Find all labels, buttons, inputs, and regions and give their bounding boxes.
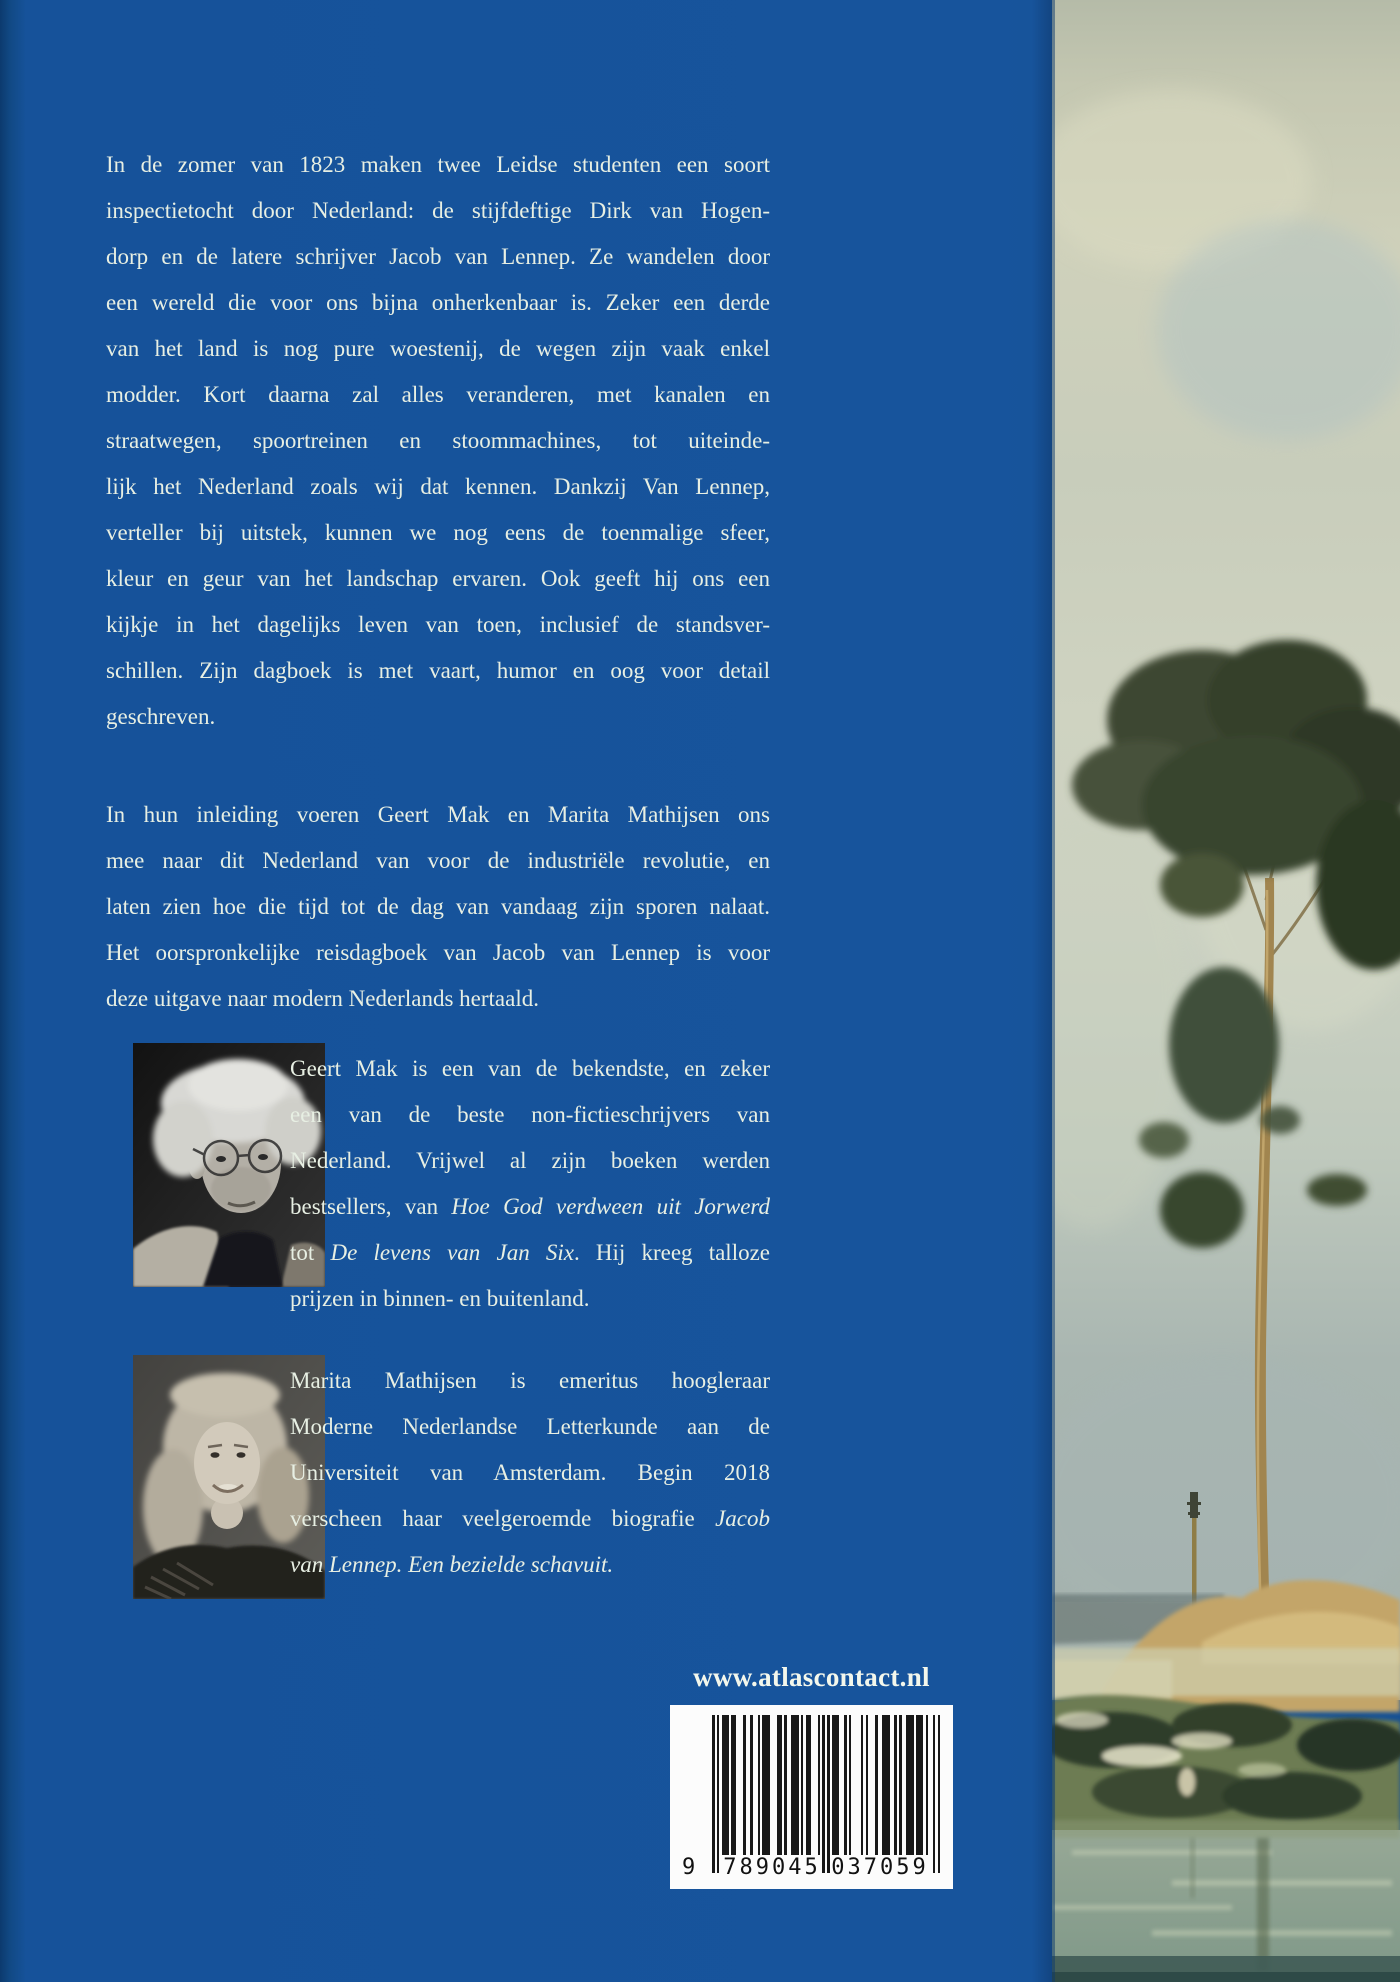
text-segment: van het land is nog pure woestenij, de wegen zijn vaak enkel bbox=[106, 336, 770, 361]
barcode-bar bbox=[779, 1715, 782, 1855]
barcode-bar bbox=[822, 1715, 825, 1873]
text-line bbox=[106, 326, 770, 372]
text-segment: laten zien hoe die tijd tot de dag van vandaag zijn sporen nalaat. bbox=[106, 894, 770, 919]
italic-text-segment: Hoe God verdween uit Jorwerd bbox=[451, 1194, 770, 1219]
text-segment: kleur en geur van het landschap ervaren. Ook geeft hij ons een bbox=[106, 566, 770, 591]
text-segment: lijk het Nederland zoals wij dat kennen. Dankzij Van Lennep, bbox=[106, 474, 770, 499]
barcode-bar bbox=[758, 1715, 761, 1855]
text-segment: een wereld die voor ons bijna onherkenbaar is. Zeker een derde bbox=[106, 290, 770, 315]
text-segment: mee naar dit Nederland van voor de industriële revolutie, en bbox=[106, 848, 770, 873]
publisher-website-url: www.atlascontact.nl bbox=[693, 1662, 930, 1692]
text-line bbox=[106, 602, 770, 648]
text-segment: Universiteit van Amsterdam. Begin 2018 bbox=[290, 1460, 770, 1485]
text-line bbox=[290, 1138, 770, 1184]
text-segment: In hun inleiding voeren Geert Mak en Marita Mathijsen ons bbox=[106, 802, 770, 827]
text-segment: prijzen in binnen- en buitenland. bbox=[290, 1286, 590, 1311]
text-segment: Geert Mak is een van de bekendste, en zeker bbox=[290, 1056, 770, 1081]
barcode-bar bbox=[818, 1715, 821, 1855]
text-line bbox=[106, 418, 770, 464]
barcode-bar bbox=[717, 1715, 720, 1873]
barcode-bar bbox=[849, 1715, 852, 1855]
text-segment: modder. Kort daarna zal alles veranderen, met kanalen en bbox=[106, 382, 770, 407]
text-segment: verscheen haar veelgeroemde biografie bbox=[290, 1506, 716, 1531]
text-line bbox=[106, 510, 770, 556]
text-line bbox=[290, 1542, 770, 1588]
cover-painting-artwork bbox=[1052, 0, 1400, 1982]
italic-text-segment: Jacob bbox=[715, 1506, 770, 1531]
barcode-bar bbox=[837, 1715, 840, 1855]
text-line bbox=[290, 1404, 770, 1450]
text-line bbox=[290, 1230, 770, 1276]
text-line bbox=[106, 838, 770, 884]
barcode-bar bbox=[887, 1715, 890, 1855]
barcode-bar bbox=[921, 1715, 924, 1855]
barcode-bar bbox=[796, 1715, 799, 1855]
italic-text-segment: van Lennep. Een bezielde schavuit. bbox=[290, 1552, 614, 1577]
text-line bbox=[106, 694, 770, 740]
text-segment: bestsellers, van bbox=[290, 1194, 452, 1219]
text-segment: inspectietocht door Nederland: de stijfdeftige Dirk van Hogen- bbox=[106, 198, 770, 223]
barcode-bar bbox=[926, 1715, 929, 1855]
text-line bbox=[106, 976, 770, 1022]
barcode-bar bbox=[875, 1715, 878, 1855]
text-line bbox=[106, 280, 770, 326]
text-line bbox=[106, 930, 770, 976]
text-line bbox=[290, 1358, 770, 1404]
text-line bbox=[106, 648, 770, 694]
text-line bbox=[290, 1092, 770, 1138]
author-bio-marita-mathijsen bbox=[290, 1358, 770, 1588]
barcode-bars bbox=[712, 1715, 940, 1875]
barcode-digit-first: 9 bbox=[682, 1855, 696, 1880]
text-segment: kijkje in het dagelijks leven van toen, inclusief de standsver- bbox=[106, 612, 770, 637]
barcode-bar bbox=[911, 1715, 914, 1855]
text-line bbox=[106, 464, 770, 510]
text-line bbox=[106, 792, 770, 838]
text-line bbox=[106, 556, 770, 602]
text-line bbox=[290, 1496, 770, 1542]
barcode-bar bbox=[866, 1715, 869, 1855]
barcode-bar bbox=[750, 1715, 753, 1855]
cover-fold-shadow bbox=[1032, 0, 1052, 1982]
barcode-bar bbox=[827, 1715, 830, 1873]
text-segment: geschreven. bbox=[106, 704, 216, 729]
text-segment: straatwegen, spoortreinen en stoommachines, tot uiteinde- bbox=[106, 428, 770, 453]
barcode-bar bbox=[743, 1715, 746, 1855]
barcode-bar bbox=[767, 1715, 770, 1855]
synopsis-paragraph-2 bbox=[106, 792, 770, 1022]
barcode-bar bbox=[899, 1715, 902, 1855]
text-segment: tot bbox=[290, 1240, 331, 1265]
text-segment: een van de beste non-fictieschrijvers van bbox=[290, 1102, 770, 1127]
text-line bbox=[106, 372, 770, 418]
text-line bbox=[290, 1184, 770, 1230]
text-segment: . Hij kreeg talloze bbox=[573, 1240, 771, 1265]
text-segment: Moderne Nederlandse Letterkunde aan de bbox=[290, 1414, 770, 1439]
text-segment: schillen. Zijn dagboek is met vaart, humor en oog voor detail bbox=[106, 658, 770, 683]
text-line bbox=[290, 1276, 770, 1322]
barcode bbox=[670, 1705, 953, 1889]
text-line bbox=[106, 188, 770, 234]
text-segment: deze uitgave naar modern Nederlands hertaald. bbox=[106, 986, 539, 1011]
text-line bbox=[106, 234, 770, 280]
barcode-digits-left: 789045 bbox=[723, 1855, 821, 1880]
barcode-bar bbox=[861, 1715, 864, 1855]
barcode-bar bbox=[726, 1715, 729, 1855]
text-segment: verteller bij uitstek, kunnen we nog eens de toenmalige sfeer, bbox=[106, 520, 770, 545]
barcode-bar bbox=[844, 1715, 847, 1855]
barcode-bar bbox=[801, 1715, 804, 1855]
barcode-bar bbox=[734, 1715, 737, 1855]
barcode-bar bbox=[894, 1715, 897, 1855]
text-segment: Het oorspronkelijke reisdagboek van Jacob van Lennep is voor bbox=[106, 940, 770, 965]
text-line bbox=[106, 884, 770, 930]
author-bio-geert-mak bbox=[290, 1046, 770, 1322]
barcode-digits-right: 037059 bbox=[831, 1855, 929, 1880]
barcode-bar bbox=[808, 1715, 811, 1855]
text-segment: Nederland. Vrijwel al zijn boeken werden bbox=[290, 1148, 770, 1173]
barcode-bar bbox=[938, 1715, 941, 1873]
text-line bbox=[290, 1046, 770, 1092]
barcode-bar bbox=[712, 1715, 715, 1873]
text-line bbox=[106, 142, 770, 188]
text-segment: Marita Mathijsen is emeritus hoogleraar bbox=[290, 1368, 770, 1393]
barcode-bar bbox=[784, 1715, 787, 1855]
text-segment: In de zomer van 1823 maken twee Leidse studenten een soort bbox=[106, 152, 770, 177]
synopsis-paragraph-1 bbox=[106, 142, 770, 740]
landscape-painting-illustration bbox=[1052, 0, 1400, 1982]
italic-text-segment: De levens van Jan Six bbox=[330, 1240, 574, 1265]
text-segment: dorp en de latere schrijver Jacob van Lennep. Ze wandelen door bbox=[106, 244, 770, 269]
barcode-bar bbox=[933, 1715, 936, 1873]
text-line bbox=[290, 1450, 770, 1496]
